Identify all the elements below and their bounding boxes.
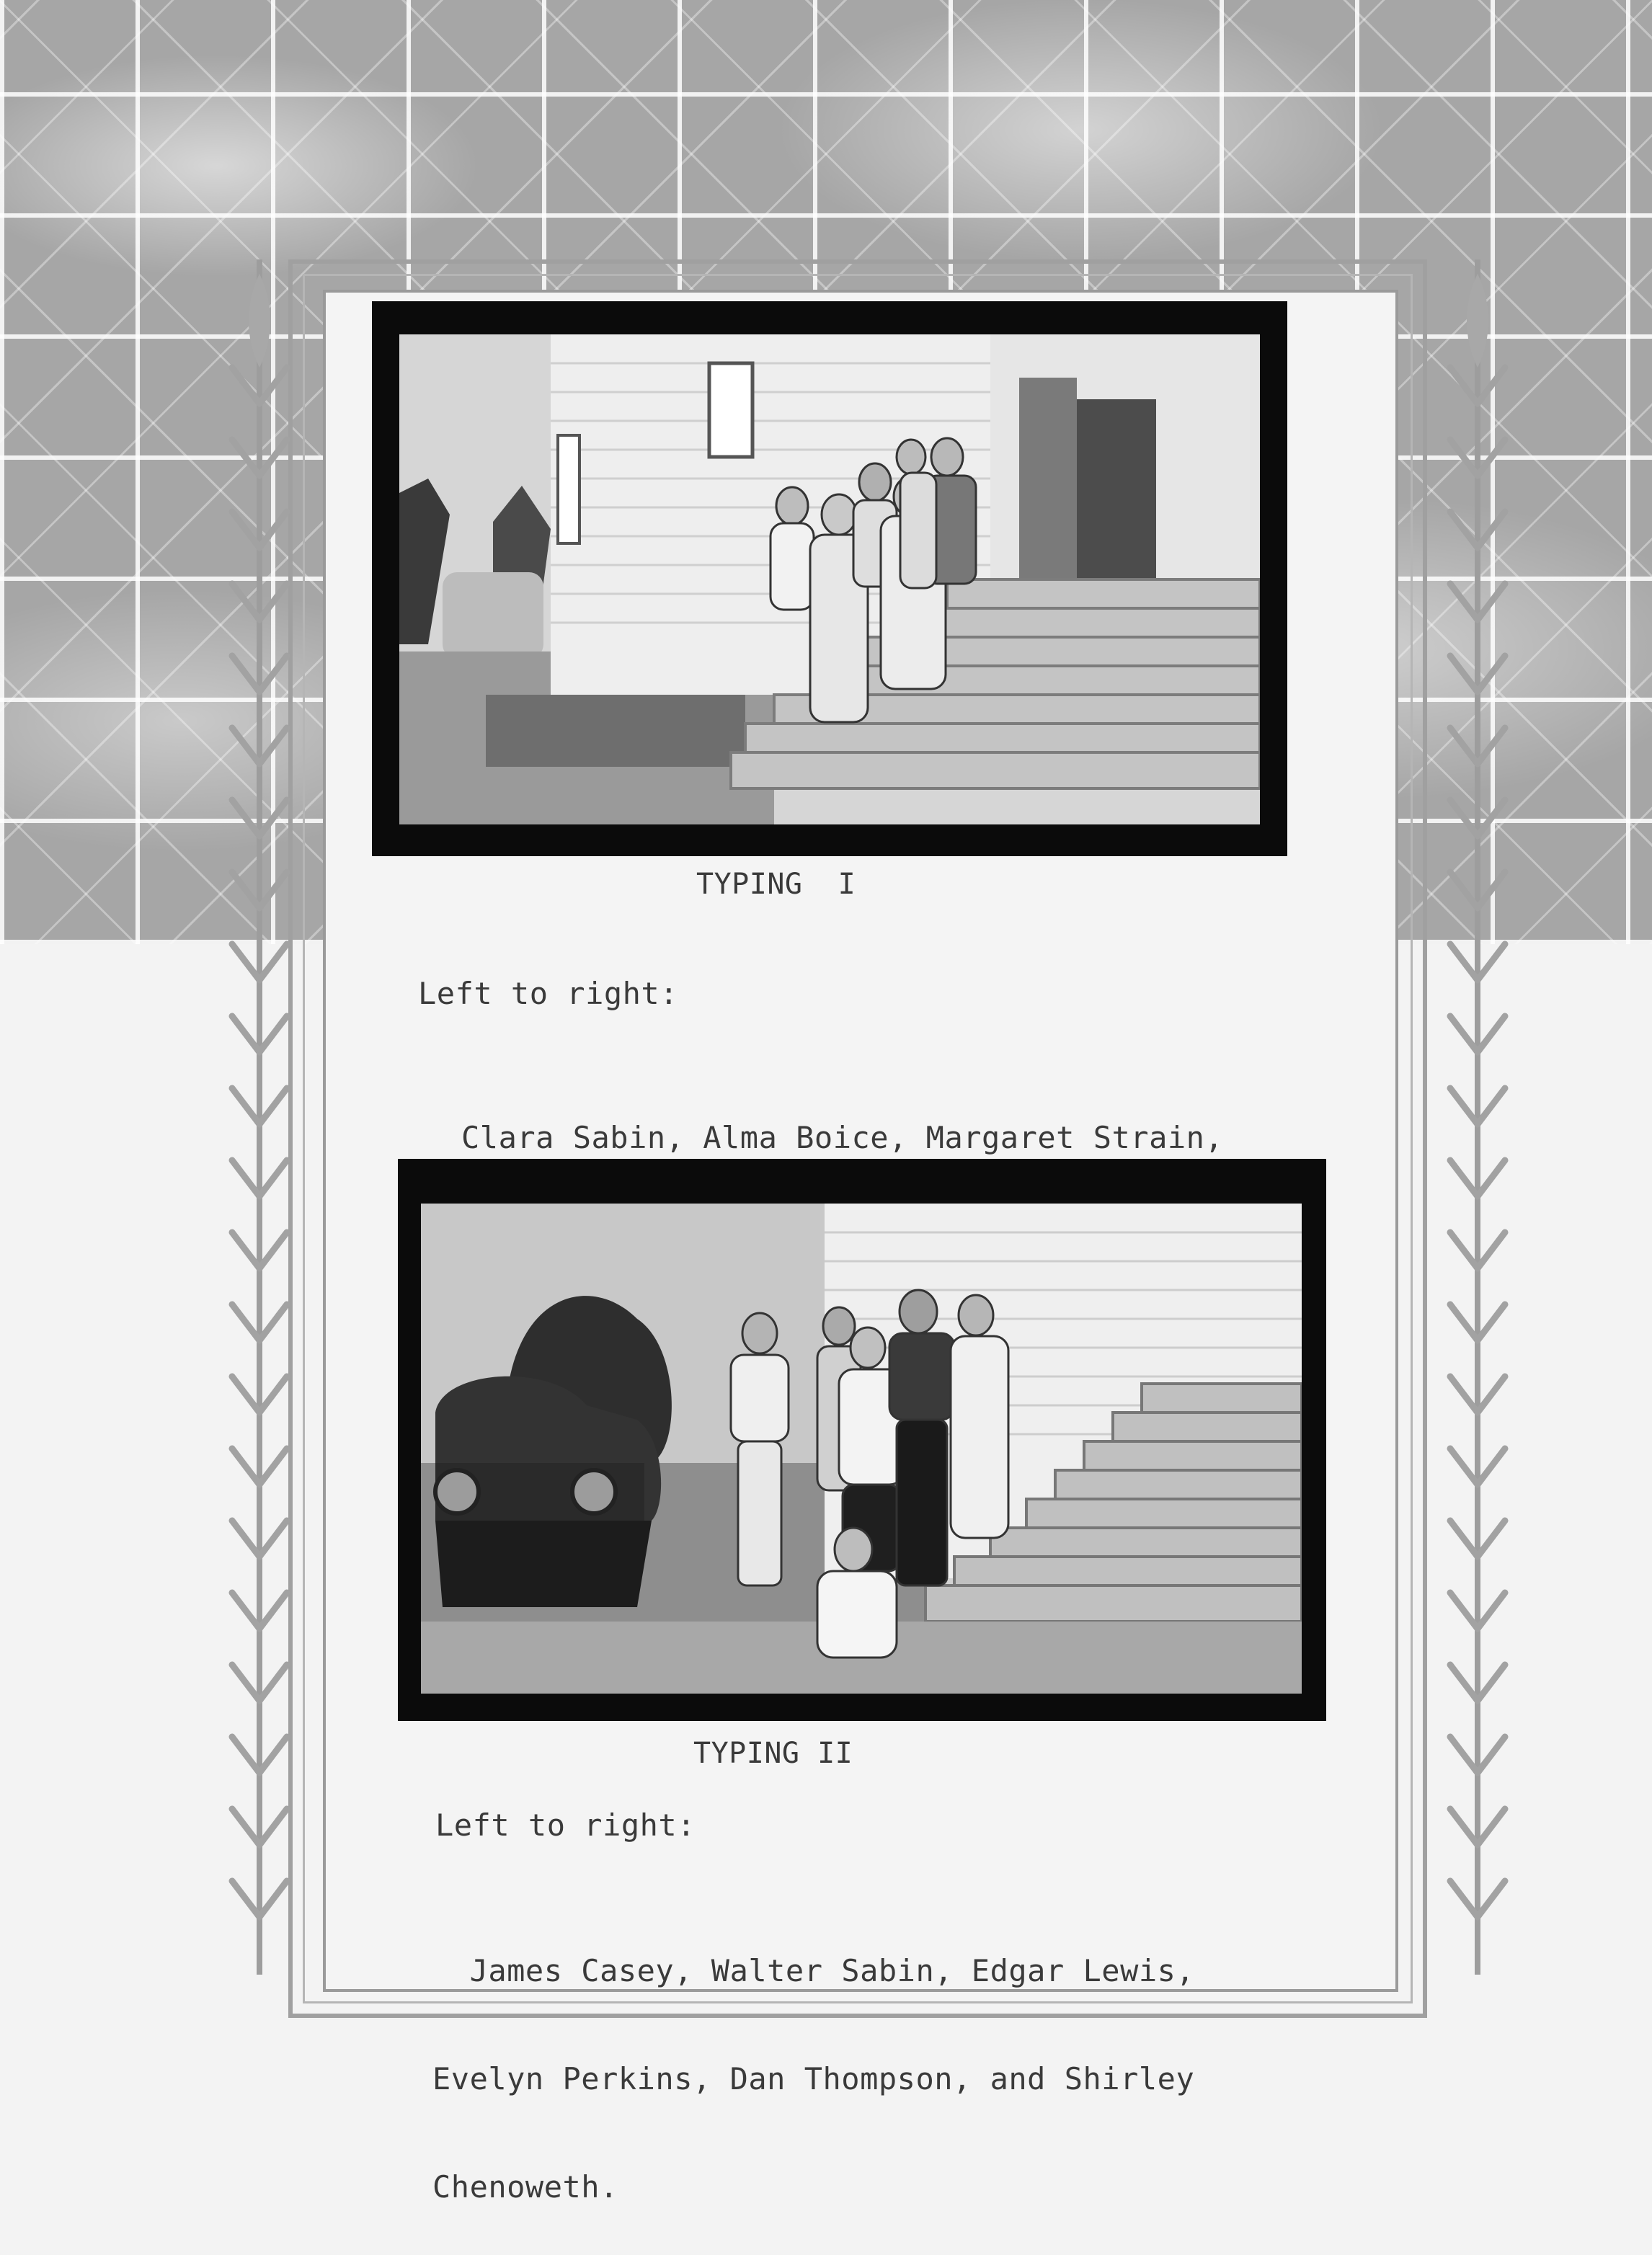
photo-2-intro: Left to right: <box>435 1807 696 1843</box>
laurel-vine-right <box>1434 259 1521 1975</box>
photo-2-caption: TYPING II <box>693 1737 853 1770</box>
photo-2-names-line: James Casey, Walter Sabin, Edgar Lewis, <box>432 1953 1195 1988</box>
photo-mount-typing-1 <box>372 301 1287 856</box>
photo-typing-2 <box>421 1204 1302 1694</box>
photo-1-caption: TYPING I <box>696 868 856 901</box>
laurel-vine-left <box>216 259 303 1975</box>
photo-mount-typing-2 <box>398 1159 1326 1721</box>
photo-2-names <box>432 1881 1194 2241</box>
photo-1-names-line: Clara Sabin, Alma Boice, Margaret Strain, <box>461 1120 1224 1155</box>
photo-1-intro: Left to right: <box>418 976 679 1011</box>
photo-2-names-line: Evelyn Perkins, Dan Thompson, and Shirley <box>432 2061 1195 2096</box>
photo-2-names-line: Chenoweth. <box>432 2169 618 2205</box>
photo-typing-1 <box>399 334 1260 824</box>
